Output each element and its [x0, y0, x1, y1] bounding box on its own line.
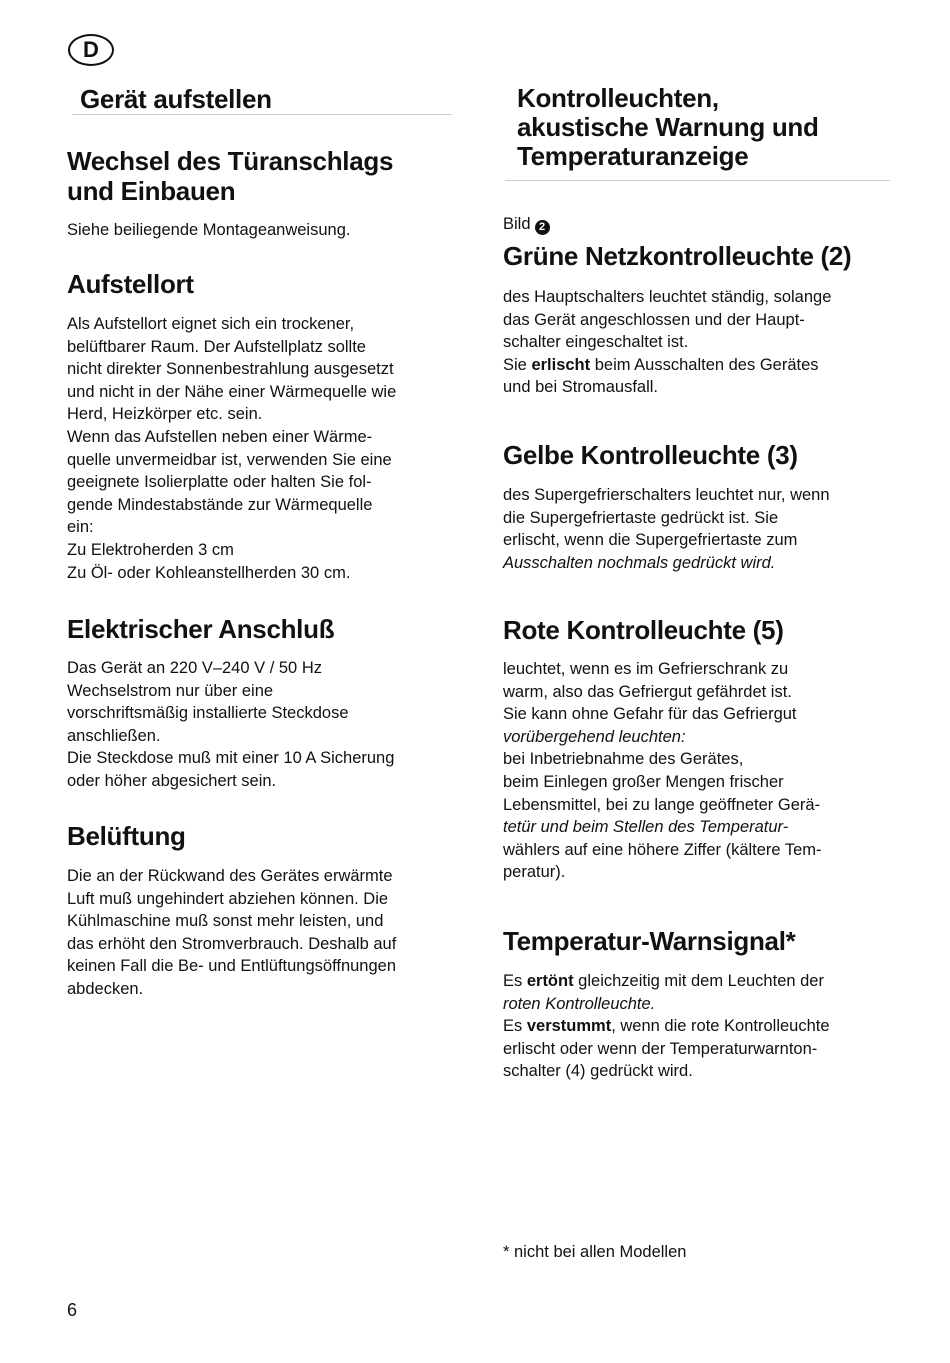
text-line: [503, 1015, 898, 1038]
text-line: abdecken.: [67, 979, 144, 998]
section-title-line: und Einbauen: [67, 176, 236, 206]
text-line: Die Steckdose muß mit einer 10 A Sicherung: [67, 749, 395, 768]
page-number: 6: [67, 1300, 78, 1320]
chapter-title-line: Temperaturanzeige: [517, 141, 749, 171]
language-badge-label: D: [83, 37, 99, 62]
text-line: erlischt, wenn die Supergefriertaste zum: [503, 531, 798, 550]
text-line: Wenn das Aufstellen neben einer Wärme-: [67, 427, 373, 446]
bold-run: ertönt: [526, 972, 574, 990]
text-line: [503, 993, 898, 1016]
section-title-gruen: Grüne Netzkontrolleuchte (2): [503, 241, 852, 271]
section-title-aufstellort: Aufstellort: [67, 269, 194, 299]
text-line: schalter eingeschaltet ist.: [503, 333, 689, 352]
text-line: wählers auf eine höhere Ziffer (kältere Tem-: [503, 840, 822, 859]
chapter-title-line: akustische Warnung und: [517, 112, 819, 142]
section-title-warnsignal: Temperatur-Warnsignal*: [503, 926, 796, 956]
text-run: Es: [503, 1017, 527, 1036]
text-line: leuchtet, wenn es im Gefrierschrank zu: [503, 660, 789, 678]
section-title-line: Wechsel des Türanschlags: [67, 146, 394, 176]
language-badge: [68, 34, 114, 66]
text-line: und bei Stromausfall.: [503, 378, 659, 397]
text-line: nicht direkter Sonnenbestrahlung ausgesetzt: [67, 360, 394, 379]
text-run: Sie: [503, 355, 532, 374]
section-body-warnsignal: [503, 970, 898, 1083]
text-line: und nicht in der Nähe einer Wärmequelle wie: [67, 382, 397, 401]
text-line: oder höher abgesichert sein.: [67, 771, 277, 790]
text-line: [503, 970, 898, 993]
text-line: bei Inbetriebnahme des Gerätes,: [503, 750, 744, 769]
text-line: Wechselstrom nur über eine: [67, 681, 274, 700]
section-title-gelb: Gelbe Kontrolleuchte (3): [503, 440, 798, 470]
text-line: [503, 354, 898, 377]
section-body-belueftung: [67, 865, 462, 1001]
text-line: Lebensmittel, bei zu lange geöffneter Gerä-: [503, 795, 821, 814]
text-line: Kühlmaschine muß sonst mehr leisten, und: [67, 912, 384, 931]
text-line: Herd, Heizkörper etc. sein.: [67, 405, 263, 424]
figure-ref-label: Bild: [503, 215, 531, 233]
section-body-gelb: [503, 484, 898, 574]
text-run: beim Ausschalten des Gerätes: [590, 355, 819, 374]
chapter-title-line: Kontrolleuchten,: [517, 83, 719, 113]
text-line: gende Mindestabstände zur Wärmequelle: [67, 495, 373, 514]
text-line: beim Einlegen großer Mengen frischer: [503, 772, 784, 791]
text-line: warm, also das Gefriergut gefährdet ist.: [503, 682, 792, 701]
chapter-title-right: [517, 84, 819, 171]
bold-run: verstummt: [526, 1017, 612, 1036]
heading-rule-right: [505, 180, 890, 181]
text-line: keinen Fall die Be- und Entlüftungsöffnungen: [67, 957, 397, 976]
text-line: Die an der Rückwand des Gerätes erwärmte: [67, 867, 393, 885]
figure-number-badge: 2: [535, 220, 550, 235]
text-run: Es: [503, 972, 527, 990]
section-title-anschluss: Elektrischer Anschluß: [67, 614, 335, 644]
text-line: Siehe beiliegende Montageanweisung.: [67, 221, 351, 239]
text-line: Das Gerät an 220 V–240 V / 50 Hz: [67, 659, 322, 677]
text-line: vorschriftsmäßig installierte Steckdose: [67, 704, 349, 723]
section-body-anschluss: [67, 657, 462, 793]
text-line: anschließen.: [67, 726, 161, 745]
italic-run: Ausschalten nochmals gedrückt wird.: [503, 553, 776, 572]
text-line: erlischt oder wenn der Temperaturwarnton-: [503, 1039, 818, 1058]
figure-reference: [503, 213, 550, 235]
section-title-tueranschlag: [67, 146, 393, 206]
text-line: [503, 816, 898, 839]
text-run: gleichzeitig mit dem Leuchten der: [573, 972, 824, 990]
chapter-title-left: Gerät aufstellen: [80, 84, 272, 114]
text-line: belüftbarer Raum. Der Aufstellplatz sollte: [67, 337, 366, 356]
text-line: geeignete Isolierplatte oder halten Sie fol-: [67, 473, 372, 492]
text-line: des Supergefrierschalters leuchtet nur, wenn: [503, 486, 830, 504]
text-line: das erhöht den Stromverbrauch. Deshalb auf: [67, 934, 397, 953]
text-line: Sie kann ohne Gefahr für das Gefriergut: [503, 705, 797, 724]
text-line: Zu Elektroherden 3 cm: [67, 540, 234, 559]
section-body-tueranschlag: [67, 219, 462, 242]
text-line: Als Aufstellort eignet sich ein trockener,: [67, 315, 355, 333]
section-body-aufstellort: [67, 313, 462, 584]
text-line: schalter (4) gedrückt wird.: [503, 1062, 693, 1081]
section-body-gruen: [503, 286, 898, 399]
bold-run: erlischt: [531, 355, 591, 374]
italic-run: vorübergehend leuchten:: [503, 727, 686, 746]
text-line: peratur).: [503, 863, 566, 882]
footnote: * nicht bei allen Modellen: [503, 1243, 687, 1261]
italic-run: roten Kontrolleuchte.: [503, 994, 656, 1013]
heading-rule-left: [72, 114, 452, 115]
text-run: , wenn die rote Kontrolleuchte: [611, 1017, 830, 1036]
section-title-rot: Rote Kontrolleuchte (5): [503, 615, 784, 645]
text-line: des Hauptschalters leuchtet ständig, solange: [503, 288, 832, 306]
text-line: Zu Öl- oder Kohleanstellherden 30 cm.: [67, 563, 351, 582]
italic-run: tetür und beim Stellen des Temperatur-: [503, 818, 789, 837]
text-line: quelle unvermeidbar ist, verwenden Sie eine: [67, 450, 392, 469]
section-title-belueftung: Belüftung: [67, 821, 186, 851]
text-line: ein:: [67, 518, 94, 537]
text-line: Luft muß ungehindert abziehen können. Die: [67, 889, 389, 908]
text-line: das Gerät angeschlossen und der Haupt-: [503, 310, 805, 329]
text-line: [503, 726, 898, 749]
text-line: die Supergefriertaste gedrückt ist. Sie: [503, 508, 779, 527]
text-line: [503, 552, 898, 575]
section-body-rot: [503, 658, 898, 884]
